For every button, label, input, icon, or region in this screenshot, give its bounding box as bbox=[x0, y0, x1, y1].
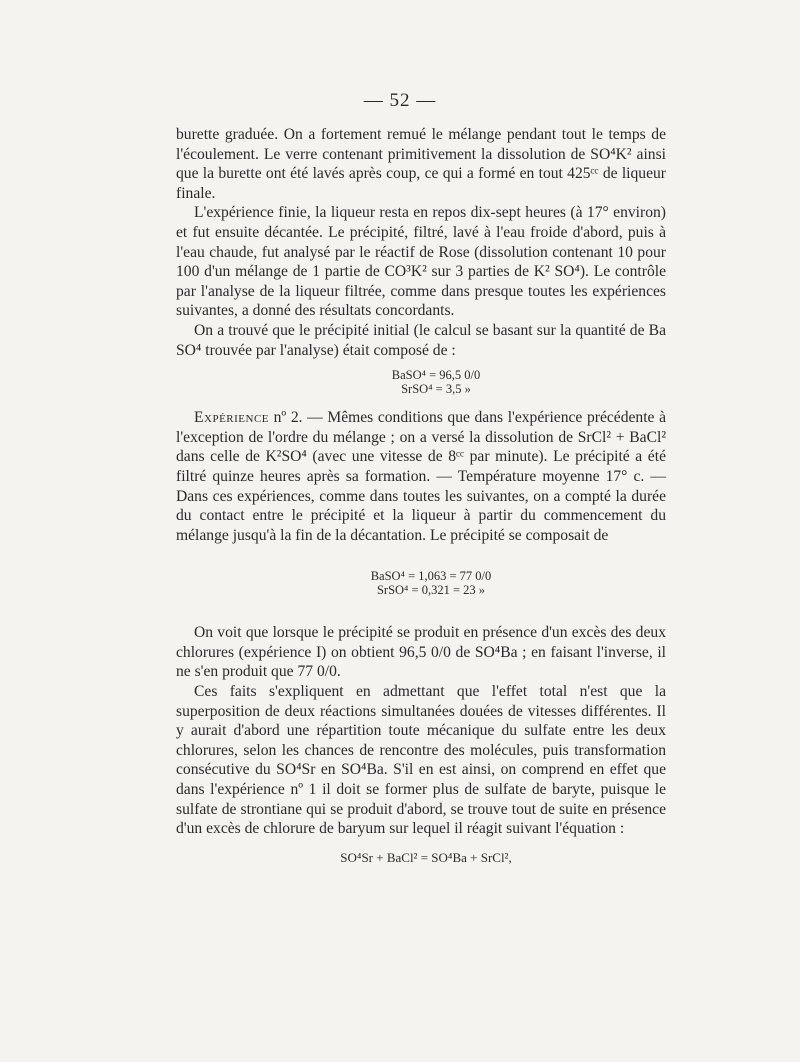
paragraph-2: L'expérience finie, la liqueur resta en repos dix-sept heures (à 17° environ) et fut ensuite décantée. Le précipité, filtré, lavé à l'eau froide d'abord, puis à l'eau chaude, fut analysé par le réactif de Rose (dissolution contenant 10 pour 100 d'un mélange de 1 partie de CO³K² sur 3 parties de K² SO⁴). Le contrôle par l'analyse de la liqueur filtrée, comme dans presque toutes les expériences suivantes, a donné des résultats concordants. bbox=[176, 204, 666, 320]
paragraph-5: On voit que lorsque le précipité se produit en présence d'un excès des deux chlorures (expérience I) on obtient 96,5 0/0 de SO⁴Ba ; en faisant l'inverse, il ne s'en produit que 77 0/0. bbox=[176, 624, 666, 681]
formula-2-baso4: BaSO⁴ = 1,063 = 77 0/0 bbox=[370, 569, 492, 584]
paragraph-1: burette graduée. On a fortement remué le mélange pendant tout le temps de l'écoulement. Le verre contenant primitivement la dissolution de SO⁴K² ainsi que la burette ont été lavés après coup, ce qui a formé en tout 425ᶜᶜ de liqueur finale. bbox=[176, 126, 666, 202]
page-number: — 52 — bbox=[363, 90, 437, 111]
composition-formula-1 bbox=[176, 368, 666, 396]
paragraph-6: Ces faits s'expliquent en admettant que l'effet total n'est que la superposition de deux réactions simultanées douées de vitesses différentes. Il y aurait d'abord une répartition toute mécanique du sulfate entre les deux chlorures, selon les chances de rencontre des molécules, puis transformation consécutive du SO⁴Sr en SO⁴Ba. S'il en est ainsi, on comprend en effet que dans l'expérience nº 1 il doit se former plus de sulfate de baryte, puisque le sulfate de strontiane qui se produit d'abord, se trouve tout de suite en présence d'un excès de chlorure de baryum sur lequel il réagit suivant l'équation : bbox=[176, 683, 666, 838]
formula-1-baso4: BaSO⁴ = 96,5 0/0 bbox=[391, 368, 481, 383]
paragraph-3: On a trouvé que le précipité initial (le calcul se basant sur la quantité de Ba SO⁴ trouvée par l'analyse) était composé de : bbox=[176, 321, 666, 359]
reaction-equation: SO⁴Sr + BaCl² = SO⁴Ba + SrCl², bbox=[340, 849, 512, 865]
formula-1-srso4: SrSO⁴ = 3,5 » bbox=[401, 382, 471, 397]
formula-2-srso4: SrSO⁴ = 0,321 = 23 » bbox=[376, 583, 486, 598]
experience-2-text: nº 2. — Mêmes conditions que dans l'expérience précédente à l'exception de l'ordre du mélange ; on a versé la dissolution de SrCl² + BaCl² dans celle de K²SO⁴ (avec une vitesse de 8ᶜᶜ par minute). Le précipité a été filtré quinze heures après sa formation. — Température moyenne 17° c. — Dans ces expériences, comme dans toutes les suivantes, on a compté la durée du contact entre le précipité et la liqueur à partir du commencement du mélange jusqu'à la fin de la décantation. Le précipité se composait de bbox=[176, 409, 666, 544]
experience-heading: Expérience bbox=[194, 409, 270, 427]
text-body bbox=[176, 125, 666, 873]
composition-formula-2 bbox=[176, 569, 666, 597]
paragraph-experience-2 bbox=[176, 408, 666, 545]
